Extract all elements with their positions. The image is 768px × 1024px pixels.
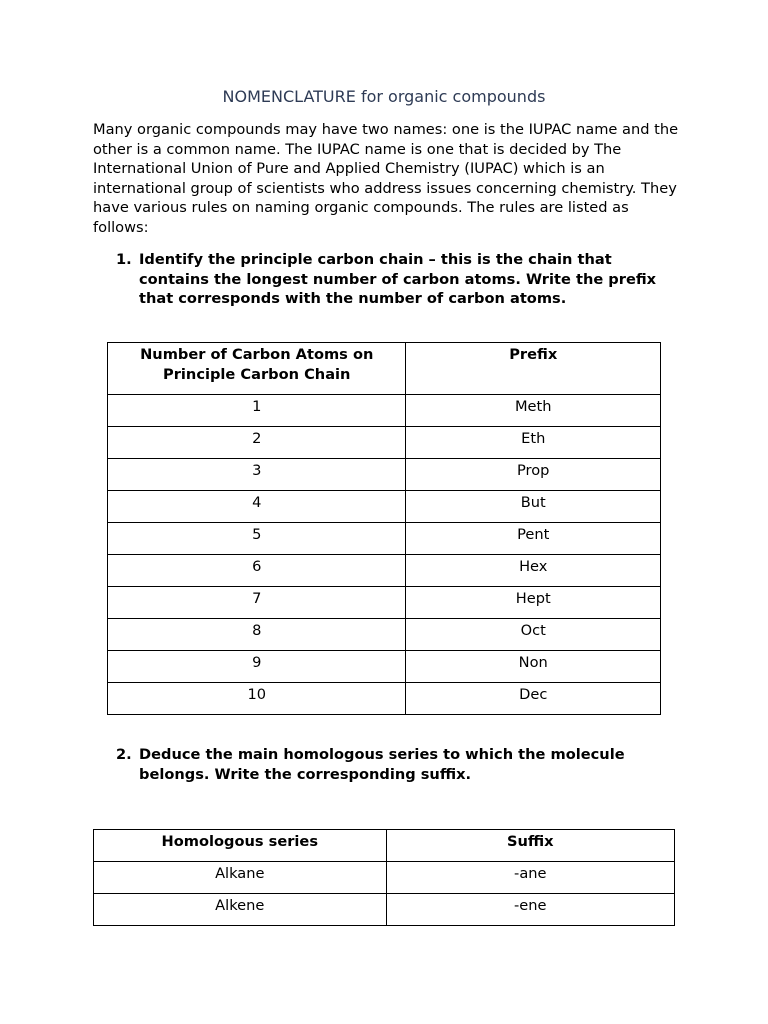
table-cell: -ane	[386, 862, 674, 894]
table-row	[108, 651, 661, 683]
rule-1	[116, 250, 676, 309]
intro-paragraph: Many organic compounds may have two names: one is the IUPAC name and the other is a common name. The IUPAC name is one that is decided by The International Union of Pure and Applied Chemistry (IUPAC) which is an international group of scientists who address issues concerning chemistry. They have various rules on naming organic compounds. The rules are listed as follows:	[93, 121, 679, 236]
table-row	[108, 459, 661, 491]
table-cell: 1	[108, 395, 406, 427]
table-cell: 8	[108, 619, 406, 651]
table-cell: 6	[108, 555, 406, 587]
table-cell: Alkene	[94, 894, 387, 926]
rule-2	[116, 745, 676, 784]
table-row	[108, 555, 661, 587]
table-cell: Hex	[406, 555, 661, 587]
table-cell: Pent	[406, 523, 661, 555]
table-cell: But	[406, 491, 661, 523]
rule-number: 1.	[116, 251, 132, 268]
column-header-suffix: Suffix	[386, 830, 674, 862]
table-cell: 2	[108, 427, 406, 459]
prefix-table	[107, 342, 661, 715]
table-cell: 10	[108, 683, 406, 715]
column-header-homologous-series: Homologous series	[94, 830, 387, 862]
table-cell: Oct	[406, 619, 661, 651]
table-header-row	[94, 830, 675, 862]
table-cell: 9	[108, 651, 406, 683]
table-cell: Meth	[406, 395, 661, 427]
table-cell: Alkane	[94, 862, 387, 894]
table-cell: Eth	[406, 427, 661, 459]
table-cell: 7	[108, 587, 406, 619]
table-cell: Non	[406, 651, 661, 683]
table-cell: 3	[108, 459, 406, 491]
column-header-prefix: Prefix	[406, 343, 661, 395]
table-row	[108, 587, 661, 619]
table-cell: 5	[108, 523, 406, 555]
page-title: NOMENCLATURE for organic compounds	[222, 87, 546, 106]
table-cell: Dec	[406, 683, 661, 715]
table-cell: 4	[108, 491, 406, 523]
table-header-row	[108, 343, 661, 395]
suffix-table	[93, 829, 675, 926]
column-header-carbon-atoms: Number of Carbon Atoms on Principle Carbon Chain	[108, 343, 406, 395]
rule-text: Identify the principle carbon chain – this is the chain that contains the longest number of carbon atoms. Write the prefix that corresponds with the number of carbon atoms.	[139, 251, 657, 308]
rule-text: Deduce the main homologous series to which the molecule belongs. Write the corresponding suffix.	[139, 746, 625, 783]
table-row	[108, 491, 661, 523]
table-row	[108, 619, 661, 651]
table-row	[94, 862, 675, 894]
table-cell: Hept	[406, 587, 661, 619]
table-cell: Prop	[406, 459, 661, 491]
table-row	[108, 683, 661, 715]
table-cell: -ene	[386, 894, 674, 926]
table-row	[94, 894, 675, 926]
table-row	[108, 427, 661, 459]
rule-number: 2.	[116, 746, 132, 763]
table-row	[108, 395, 661, 427]
table-row	[108, 523, 661, 555]
